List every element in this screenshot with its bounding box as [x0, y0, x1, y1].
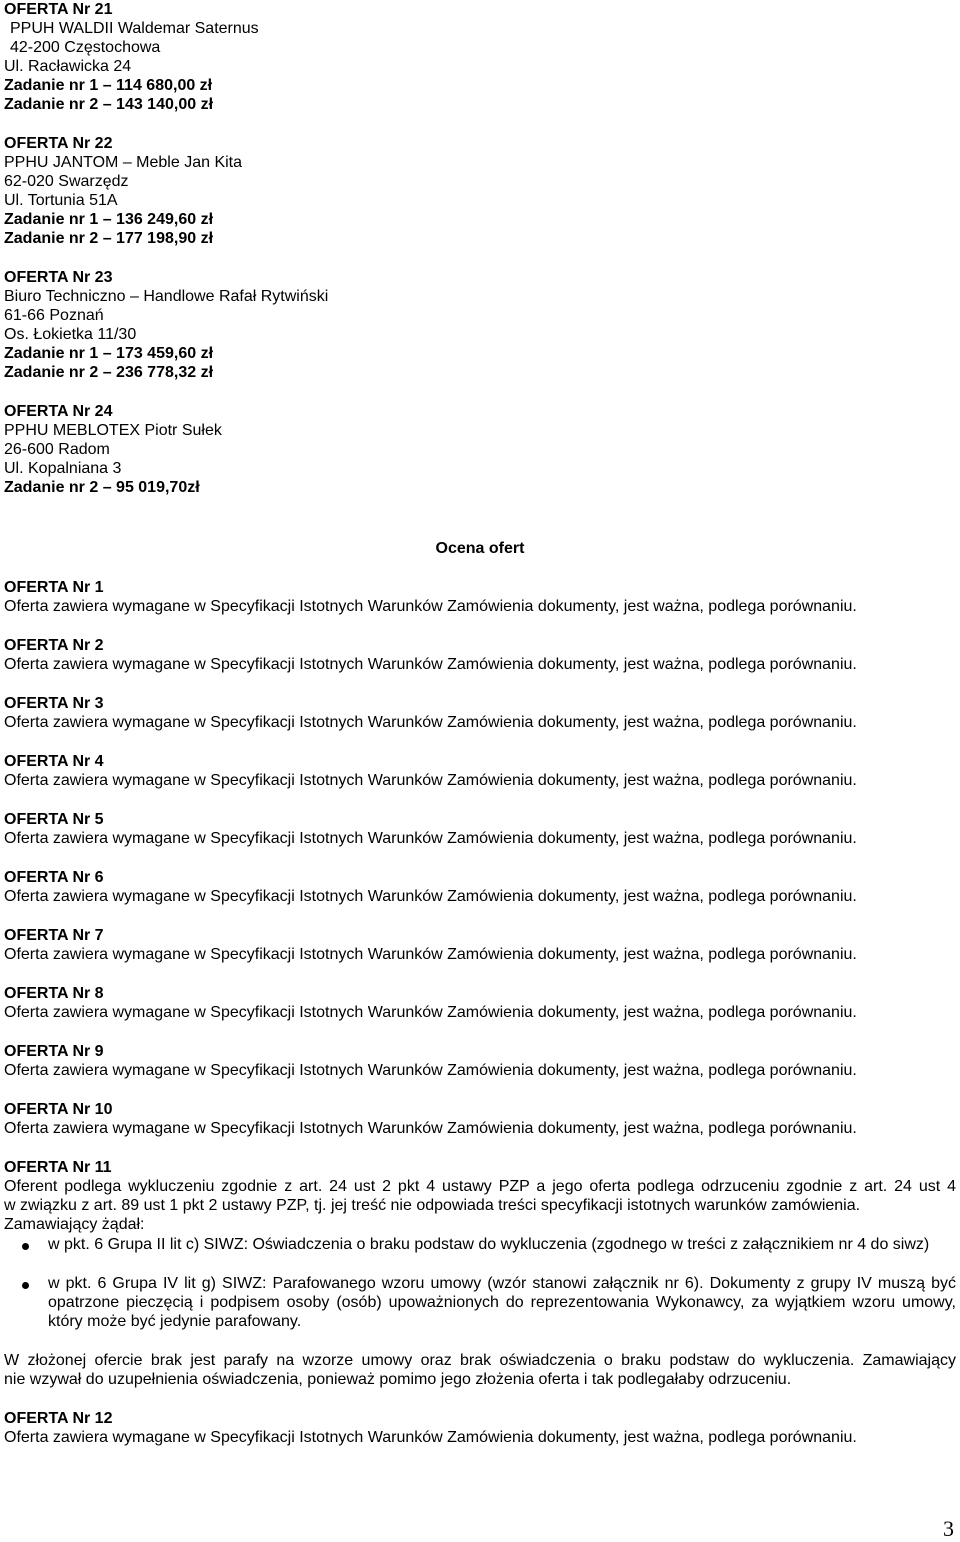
demanded-label: Zamawiający żądał: [4, 1216, 145, 1233]
offer-task: Zadanie nr 2 – 236 778,32 zł [4, 364, 214, 381]
bullet-icon [22, 1243, 29, 1250]
offer-task: Zadanie nr 2 – 95 019,70zł [4, 479, 200, 496]
offer-company: PPHU JANTOM – Meble Jan Kita [4, 154, 243, 171]
eval-text: Oferta zawiera wymagane w Specyfikacji Istotnych Warunków Zamówienia dokumenty, jest ważna, podlega porównaniu. [4, 888, 857, 905]
eval-text: Oferta zawiera wymagane w Specyfikacji Istotnych Warunków Zamówienia dokumenty, jest ważna, podlega porównaniu. [4, 946, 857, 963]
offer-task: Zadanie nr 1 – 136 249,60 zł [4, 211, 214, 228]
offer-title: OFERTA Nr 23 [4, 269, 113, 286]
offer-task: Zadanie nr 2 – 143 140,00 zł [4, 96, 214, 113]
offer-company: Biuro Techniczno – Handlowe Rafał Rytwiński [4, 288, 329, 305]
eval-title: OFERTA Nr 8 [4, 985, 104, 1002]
eval-title: OFERTA Nr 10 [4, 1101, 113, 1118]
eval-text: Oferta zawiera wymagane w Specyfikacji Istotnych Warunków Zamówienia dokumenty, jest ważna, podlega porównaniu. [4, 772, 857, 789]
eval-text: Oferta zawiera wymagane w Specyfikacji Istotnych Warunków Zamówienia dokumenty, jest ważna, podlega porównaniu. [4, 598, 857, 615]
eval-text: Oferta zawiera wymagane w Specyfikacji Istotnych Warunków Zamówienia dokumenty, jest ważna, podlega porównaniu. [4, 830, 857, 847]
eval-text: Oferta zawiera wymagane w Specyfikacji Istotnych Warunków Zamówienia dokumenty, jest ważna, podlega porównaniu. [4, 714, 857, 731]
offer-street: Ul. Kopalniana 3 [4, 460, 122, 477]
offer-title: OFERTA Nr 21 [4, 1, 113, 18]
offer-title: OFERTA Nr 24 [4, 403, 113, 420]
offer-street: Ul. Tortunia 51A [4, 192, 118, 209]
offer-task: Zadanie nr 1 – 173 459,60 zł [4, 345, 214, 362]
offer-street: Ul. Racławicka 24 [4, 58, 132, 75]
offer-city: 42-200 Częstochowa [10, 39, 161, 56]
offer-task: Zadanie nr 1 – 114 680,00 zł [4, 77, 213, 94]
evaluation-heading: Ocena ofert [435, 540, 525, 557]
exclusion-text-line: w związku z art. 89 ust 1 pkt 2 ustawy PZP, tj. jej treść nie odpowiada treści specyfikacji istotnych warunków zamówienia. [4, 1197, 861, 1214]
eval-title: OFERTA Nr 5 [4, 811, 104, 828]
exclusion-text-line: Oferent podlega wykluczeniu zgodnie z art. 24 ust 2 pkt 4 ustawy PZP a jego oferta podlega odrzuceniu zgodnie z art. 24 ust 4 [4, 1178, 956, 1195]
eval-title: OFERTA Nr 12 [4, 1410, 113, 1427]
eval-title: OFERTA Nr 2 [4, 637, 104, 654]
eval-title: OFERTA Nr 11 [4, 1159, 112, 1176]
bullet-icon [22, 1282, 29, 1289]
eval-title: OFERTA Nr 7 [4, 927, 104, 944]
eval-title: OFERTA Nr 6 [4, 869, 104, 886]
demand-bullet-item: w pkt. 6 Grupa II lit c) SIWZ: Oświadczenia o braku podstaw do wykluczenia (zgodnego w treści z załącznikiem nr 4 do siwz) [48, 1236, 930, 1253]
offer-city: 61-66 Poznań [4, 307, 104, 324]
eval-text: Oferta zawiera wymagane w Specyfikacji Istotnych Warunków Zamówienia dokumenty, jest ważna, podlega porównaniu. [4, 656, 857, 673]
offer-city: 26-600 Radom [4, 441, 110, 458]
offer-street: Os. Łokietka 11/30 [4, 326, 137, 343]
offer-company: PPHU MEBLOTEX Piotr Sułek [4, 422, 222, 439]
offer-task: Zadanie nr 2 – 177 198,90 zł [4, 230, 214, 247]
eval-title: OFERTA Nr 3 [4, 695, 104, 712]
offer-company: PPUH WALDII Waldemar Saternus [10, 20, 259, 37]
missing-docs-text-line: W złożonej ofercie brak jest parafy na wzorze umowy oraz brak oświadczenia o braku podstaw do wykluczenia. Zamawiający [4, 1352, 956, 1369]
offer-city: 62-020 Swarzędz [4, 173, 129, 190]
demand-bullet-item: w pkt. 6 Grupa IV lit g) SIWZ: Parafowanego wzoru umowy (wzór stanowi załącznik nr 6). Dokumenty z grupy IV muszą być opatrzone pieczęcią i podpisem osoby (osób) upoważnionych do reprezentowania Wykonawcy, za wyjątkiem wzoru umowy, który może być jedynie parafowany. [48, 1275, 956, 1330]
eval-title: OFERTA Nr 4 [4, 753, 104, 770]
offer-title: OFERTA Nr 22 [4, 135, 113, 152]
eval-title: OFERTA Nr 9 [4, 1043, 104, 1060]
eval-text: Oferta zawiera wymagane w Specyfikacji Istotnych Warunków Zamówienia dokumenty, jest ważna, podlega porównaniu. [4, 1120, 857, 1137]
eval-text: Oferta zawiera wymagane w Specyfikacji Istotnych Warunków Zamówienia dokumenty, jest ważna, podlega porównaniu. [4, 1062, 857, 1079]
missing-docs-text-line: nie wzywał do uzupełnienia oświadczenia, ponieważ pomimo jego złożenia oferta i tak podlegałaby odrzuceniu. [4, 1371, 792, 1388]
eval-title: OFERTA Nr 1 [4, 579, 104, 596]
eval-text: Oferta zawiera wymagane w Specyfikacji Istotnych Warunków Zamówienia dokumenty, jest ważna, podlega porównaniu. [4, 1004, 857, 1021]
page-number: 3 [943, 1516, 954, 1541]
eval-text: Oferta zawiera wymagane w Specyfikacji Istotnych Warunków Zamówienia dokumenty, jest ważna, podlega porównaniu. [4, 1429, 857, 1446]
